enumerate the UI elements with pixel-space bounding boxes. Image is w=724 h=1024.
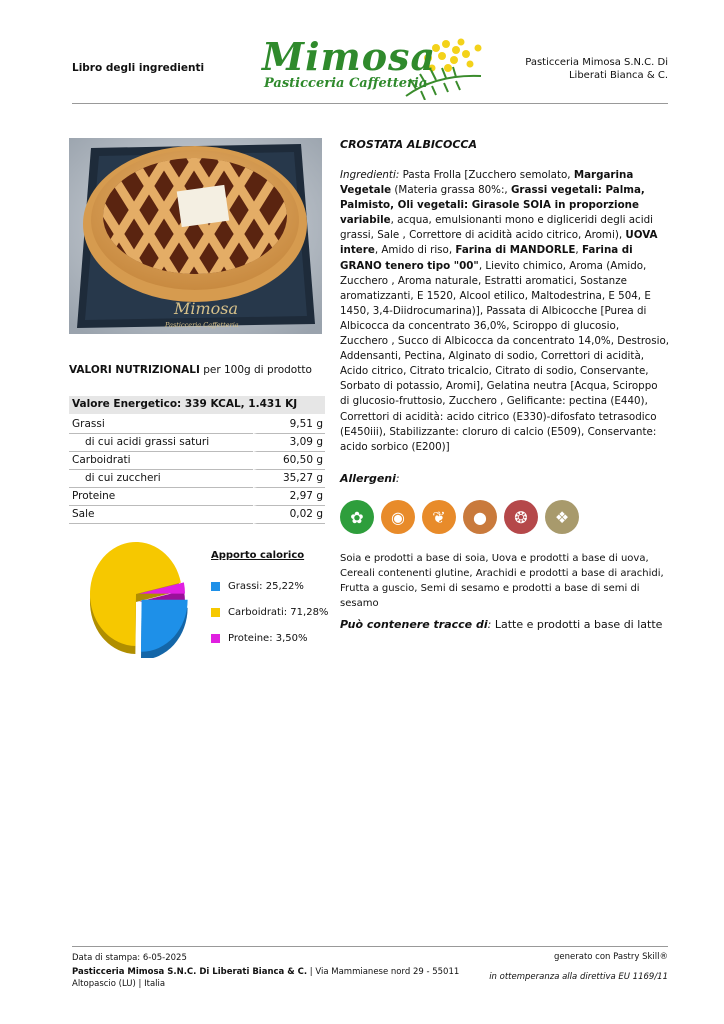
allergen-glyph: ◉ (391, 507, 405, 527)
allergen-glyph: ✿ (350, 507, 364, 527)
regulation-note: in ottemperanza alla direttiva EU 1169/11 (489, 972, 668, 982)
energy-value: Valore Energetico: 339 KCAL, 1.431 KJ (69, 396, 325, 414)
company-header-line2: Liberati Bianca & C. (568, 70, 668, 81)
ingredient-allergen: Grassi vegetali: Palma, Palmisto, Oli vegetali: Girasole SOIA in proporzione variabile (340, 184, 645, 227)
traces-text: Può contenere tracce di: Latte e prodotti a base di latte (340, 618, 663, 631)
nutrition-table (69, 396, 325, 524)
legend-item (211, 599, 328, 625)
nutrient-value: 60,50 g (253, 452, 325, 470)
nutrition-row (69, 416, 325, 434)
nutrient-label: Sale (69, 506, 253, 524)
logo-subtitle: Pasticceria Caffetteria (264, 76, 428, 91)
ingredient-text: (Materia grassa 80%:, (391, 184, 511, 197)
pie-slice-grassi (141, 600, 188, 652)
nutrition-row (69, 452, 325, 470)
gluten-icon (422, 500, 456, 534)
legend-label: Carboidrati: 71,28% (228, 606, 329, 618)
ingredient-text: Pasta Frolla [Zucchero semolato, (399, 169, 574, 181)
nutrient-value: 9,51 g (253, 416, 325, 434)
nutrient-value: 2,97 g (253, 488, 325, 506)
nut-icon (504, 500, 538, 534)
footer-divider (72, 946, 668, 947)
nutrient-label: Carboidrati (69, 452, 253, 470)
nutrition-row (69, 488, 325, 506)
ingredients-label: Ingredienti: (340, 169, 400, 181)
legend-label: Grassi: 25,22% (228, 580, 304, 592)
traces-label: Può contenere tracce di (340, 618, 488, 631)
ingredient-text: , acqua, emulsionanti mono e digliceridi degli acidi grassi, Sale , Correttore di acidità acido citrico, Aromi), (340, 214, 653, 242)
sesame-icon (545, 500, 579, 534)
nutrition-title: VALORI NUTRIZIONALI per 100g di prodotto (69, 364, 312, 376)
allergens-text: Soia e prodotti a base di soia, Uova e prodotti a base di uova, Cereali contenenti glutine, Arachidi e prodotti a base di arachidi, Frutta a guscio, Semi di sesamo e prodotti a base di semi di sesamo (340, 553, 664, 609)
company-header-line1: Pasticceria Mimosa S.N.C. Di (525, 57, 668, 68)
nutrition-row (69, 434, 325, 452)
nutrient-label: Proteine (69, 488, 253, 506)
ingredient-text: , Amido di riso, (374, 244, 456, 257)
header-divider (72, 103, 668, 104)
ingredient-allergen: Farina di GRANO tenero tipo "00" (340, 244, 633, 272)
nutrition-row (69, 506, 325, 524)
legend-swatch (211, 608, 220, 617)
allergens-title: Allergeni: (340, 472, 400, 485)
allergen-glyph: ❂ (514, 507, 528, 527)
ingredient-allergen: Farina di MANDORLE (455, 244, 576, 257)
photo-plaque-text: Mimosa (174, 299, 239, 318)
legend-item (211, 625, 328, 651)
allergen-icons (340, 500, 586, 534)
chart-title: Apporto calorico (211, 550, 305, 561)
photo-plaque-subtitle: Pasticceria Caffetteria (165, 321, 239, 329)
nutrition-row (69, 470, 325, 488)
legend-swatch (211, 634, 220, 643)
nutrient-value: 3,09 g (253, 434, 325, 452)
document-title: Libro degli ingredienti (72, 62, 205, 74)
generator-note: generato con Pastry Skill® (554, 952, 668, 962)
footer-company: Pasticceria Mimosa S.N.C. Di Liberati Bianca & C. | Via Mammianese nord 29 - 55011 Altopascio (LU) | Italia (72, 967, 460, 989)
nutrient-value: 35,27 g (253, 470, 325, 488)
legend-swatch (211, 582, 220, 591)
company-logo (256, 34, 488, 100)
allergen-glyph: ❦ (432, 507, 446, 527)
nutrient-label: di cui zuccheri (69, 470, 253, 488)
ingredient-text: , Lievito chimico, Aroma (Amido, Zucchero , Aroma naturale, Estratti aromatici, Sostanze aromatizzanti, E 1520, Alcool etilico, Maltodestrina, E 504, E 1450, 3,4-Diidrocumarina)], Passata di Albicocche [Purea di Albicocca da concentrato 36,0%, Sciroppo di glucosio, Zucchero , Succo di Albicocca da concentrato 14,0%, Destrosio, Addensanti, Pectina, Alginato di sodio, Correttori di acidità, Acido citrico, Citrato tricalcio, Citrato di sodio, Conservante, Sorbato di potassio, Aromi], Gelatina neutra [Acqua, Sciroppo di glucosio-fruttosio, Zucchero , Gelificante: pectina (E440), Correttori di acidità: acido citrico (E330)-difosfato tetrasodico (E450iii), Stabilizzante: cloruro di calcio (E509), Conservante: acido sorbico (E200)] (340, 259, 670, 453)
calorie-pie-chart (86, 538, 196, 658)
print-date: Data di stampa: 6-05-2025 (72, 953, 187, 963)
product-photo (69, 138, 322, 334)
logo-wordmark: Mimosa (262, 34, 437, 79)
product-title: CROSTATA ALBICOCCA (340, 138, 478, 151)
nutrient-label: di cui acidi grassi saturi (69, 434, 253, 452)
ingredient-text: , (575, 244, 582, 257)
peanut-icon (463, 500, 497, 534)
ingredients-text (340, 168, 670, 455)
ingredient-allergen: UOVA intere (340, 229, 658, 257)
allergen-glyph: ● (473, 507, 487, 527)
company-header (525, 56, 668, 82)
chart-legend (211, 550, 328, 651)
legend-item (211, 573, 328, 599)
ingredient-allergen: Margarina Vegetale (340, 169, 634, 197)
soy-icon (340, 500, 374, 534)
legend-label: Proteine: 3,50% (228, 632, 308, 644)
traces-value: Latte e prodotti a base di latte (491, 618, 663, 631)
nutrient-label: Grassi (69, 416, 253, 434)
nutrient-value: 0,02 g (253, 506, 325, 524)
egg-icon (381, 500, 415, 534)
allergen-glyph: ❖ (554, 507, 570, 527)
